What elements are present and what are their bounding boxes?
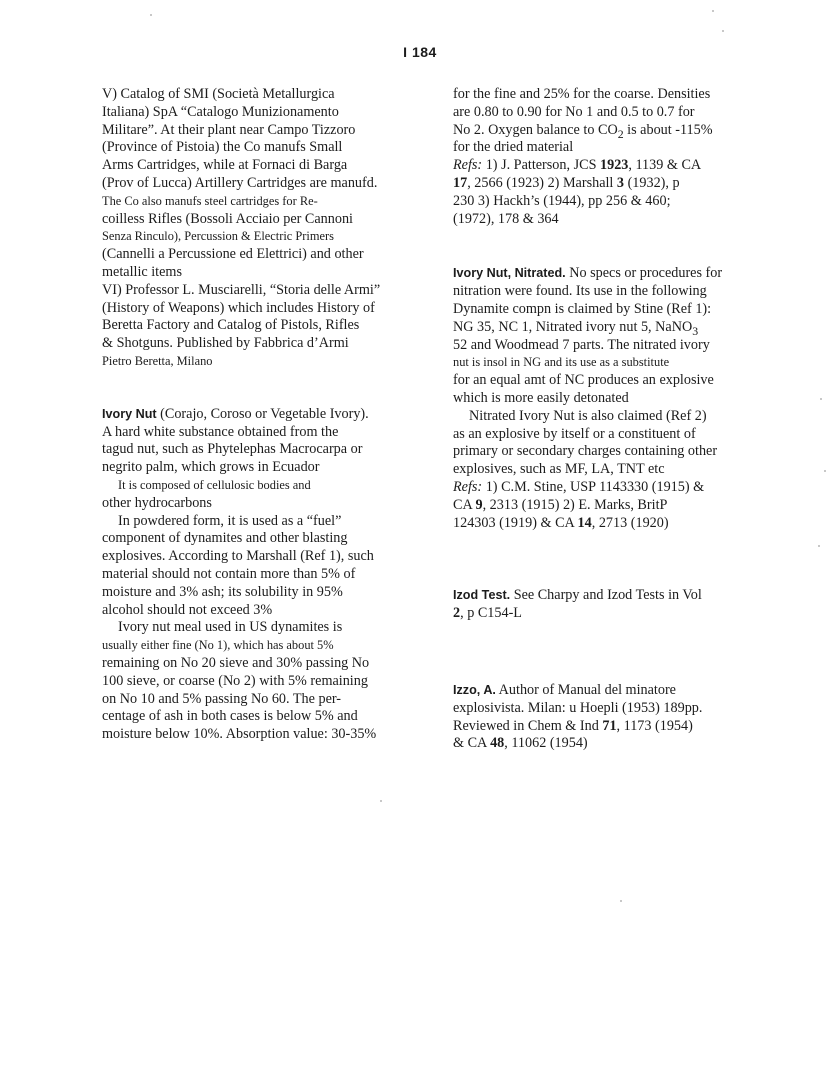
text-span: 3 — [616, 174, 625, 191]
text-line: Dynamite compn is claimed by Stine (Ref 1): — [453, 300, 712, 317]
text-span: 17 — [453, 174, 468, 191]
refs-line — [453, 175, 755, 193]
refs-line — [453, 157, 755, 175]
text-span: , 2313 (1915) 2) E. Marks, BritP — [482, 496, 668, 513]
text-span: 9 — [475, 496, 483, 513]
entry-heading: Izzo, A. — [453, 682, 496, 697]
text-line: which is more easily detonated — [453, 389, 629, 406]
entry-ivory-nut-nitrated — [453, 265, 755, 532]
text-line: Arms Cartridges, while at Fornaci di Barga — [102, 157, 348, 174]
text-line: centage of ash in both cases is below 5% and — [102, 708, 358, 725]
scan-speck — [820, 398, 822, 400]
text-span: , 1139 & CA — [628, 157, 702, 174]
text-line — [453, 122, 755, 140]
text-line: usually either fine (No 1), which has about 5% — [102, 638, 334, 653]
text-span: 48 — [490, 735, 505, 752]
right-column — [453, 86, 755, 753]
text-line: VI) Professor L. Musciarelli, “Storia delle Armi” — [102, 281, 381, 298]
text-line: (Province of Pistoia) the Co manufs Small — [102, 139, 343, 156]
text-line: moisture and 3% ash; its solubility in 95% — [102, 583, 343, 600]
text-line: (History of Weapons) which includes History of — [102, 299, 375, 316]
text-span: No 2. Oxygen balance to CO — [453, 121, 618, 138]
text-line: A hard white substance obtained from the — [102, 423, 339, 440]
text-line: metallic items — [102, 263, 182, 280]
text-line — [453, 735, 755, 753]
refs-line: 230 3) Hackh’s (1944), pp 256 & 460; — [453, 192, 671, 209]
refs-line: (1972), 178 & 364 — [453, 210, 559, 227]
catalog-entry-v — [102, 86, 402, 282]
text-line: material should not contain more than 5% of — [102, 565, 356, 582]
refs-line — [453, 515, 755, 533]
text-span: 1) J. Patterson, JCS — [482, 157, 600, 174]
left-column — [102, 86, 402, 744]
text-line: 100 sieve, or coarse (No 2) with 5% remaining — [102, 672, 368, 689]
text-line: are 0.80 to 0.90 for No 1 and 0.5 to 0.7 for — [453, 103, 695, 120]
entry-heading: Izod Test. — [453, 588, 511, 603]
text-line: & Shotguns. Published by Fabbrica d’Armi — [102, 335, 349, 352]
scan-speck — [150, 14, 152, 16]
text-line: (Prov of Lucca) Artillery Cartridges are manufd. — [102, 174, 378, 191]
text-line: moisture below 10%. Absorption value: 30-35% — [102, 726, 377, 743]
text-span: 2 — [453, 605, 461, 622]
text-line: Ivory nut meal used in US dynamites is — [118, 619, 343, 636]
page-number: I 184 — [403, 44, 437, 60]
text-line: Pietro Beretta, Milano — [102, 353, 213, 368]
text-line — [453, 319, 755, 337]
text-line — [453, 265, 755, 283]
entry-izzo — [453, 682, 755, 753]
text-line: other hydrocarbons — [102, 494, 212, 511]
entry-heading: Ivory Nut, Nitrated. — [453, 266, 566, 281]
scan-speck — [722, 30, 724, 32]
catalog-entry-vi — [102, 282, 402, 371]
text-line: coilless Rifles (Bossoli Acciaio per Cannoni — [102, 210, 354, 227]
scan-speck — [818, 545, 820, 547]
text-line: remaining on No 20 sieve and 30% passing No — [102, 654, 370, 671]
text-span: 1) C.M. Stine, USP 1143330 (1915) & — [482, 478, 705, 495]
entry-izod-test — [453, 587, 755, 623]
text-line: negrito palm, which grows in Ecuador — [102, 459, 320, 476]
text-span: & CA — [453, 735, 491, 752]
text-span: CA — [453, 496, 476, 513]
text-line: In powdered form, it is used as a “fuel” — [118, 512, 342, 529]
text-line: 52 and Woodmead 7 parts. The nitrated ivory — [453, 336, 710, 353]
text-line: It is composed of cellulosic bodies and — [118, 477, 311, 492]
entry-ivory-nut — [102, 406, 402, 744]
scan-speck — [620, 900, 622, 902]
scan-speck — [824, 470, 826, 472]
text-line: for an equal amt of NC produces an explosive — [453, 372, 714, 389]
text-span: , 2713 (1920) — [591, 514, 669, 531]
refs-label: Refs: — [453, 157, 483, 174]
text-span: No specs or procedures for — [565, 265, 723, 282]
text-span: , p C154-L — [460, 605, 522, 622]
text-line — [102, 406, 402, 424]
subscript: 3 — [692, 323, 699, 338]
text-line: explosives. According to Marshall (Ref 1), such — [102, 548, 374, 565]
text-line: explosivista. Milan: u Hoepli (1953) 189pp. — [453, 699, 703, 716]
text-line: for the dried material — [453, 139, 574, 156]
text-line — [453, 682, 755, 700]
text-span: (Corajo, Coroso or Vegetable Ivory). — [156, 405, 369, 422]
text-line — [453, 605, 755, 623]
text-span: 1923 — [600, 157, 629, 174]
ivory-nut-continuation — [453, 86, 755, 228]
text-span: , 1173 (1954) — [616, 717, 693, 734]
text-span: 71 — [602, 717, 617, 734]
text-line: The Co also manufs steel cartridges for Re- — [102, 193, 318, 208]
text-line: Nitrated Ivory Nut is also claimed (Ref 2) — [469, 407, 707, 424]
text-span: See Charpy and Izod Tests in Vol — [510, 587, 702, 604]
text-line: component of dynamites and other blasting — [102, 530, 348, 547]
entry-heading: Ivory Nut — [102, 406, 157, 421]
text-span: (1932), p — [624, 174, 680, 191]
refs-label: Refs: — [453, 478, 483, 495]
text-span: , 2566 (1923) 2) Marshall — [467, 174, 617, 191]
text-line: (Cannelli a Percussione ed Elettrici) and other — [102, 246, 364, 263]
text-line: as an explosive by itself or a constituent of — [453, 425, 696, 442]
text-line: explosives, such as MF, LA, TNT etc — [453, 461, 665, 478]
subscript: 2 — [617, 126, 624, 141]
text-line: nitration were found. Its use in the following — [453, 283, 707, 300]
text-line: nut is insol in NG and its use as a substitute — [453, 355, 670, 370]
text-line: V) Catalog of SMI (Società Metallurgica — [102, 86, 335, 102]
text-line — [453, 587, 755, 605]
text-line: on No 10 and 5% passing No 60. The per- — [102, 690, 342, 707]
text-line — [453, 718, 755, 736]
text-line: Senza Rinculo), Percussion & Electric Primers — [102, 229, 334, 244]
text-span: 14 — [577, 514, 592, 531]
refs-line — [453, 497, 755, 515]
text-line: primary or secondary charges containing other — [453, 443, 718, 460]
text-line: alcohol should not exceed 3% — [102, 601, 273, 618]
text-line: tagud nut, such as Phytelephas Macrocarpa or — [102, 441, 363, 458]
text-span: is about -115% — [623, 121, 713, 138]
text-line: for the fine and 25% for the coarse. Densities — [453, 86, 711, 102]
text-span: NG 35, NC 1, Nitrated ivory nut 5, NaNO — [453, 318, 693, 335]
refs-line — [453, 479, 755, 497]
scan-speck — [712, 10, 714, 12]
text-line: Beretta Factory and Catalog of Pistols, Rifles — [102, 317, 360, 334]
text-span: Reviewed in Chem & Ind — [453, 717, 603, 734]
text-line: Militare”. At their plant near Campo Tizzoro — [102, 121, 356, 138]
text-span: 124303 (1919) & CA — [453, 514, 578, 531]
scan-speck — [380, 800, 382, 802]
text-span: Author of Manual del minatore — [495, 681, 676, 698]
text-line: Italiana) SpA “Catalogo Munizionamento — [102, 103, 339, 120]
text-span: , 11062 (1954) — [504, 735, 588, 752]
